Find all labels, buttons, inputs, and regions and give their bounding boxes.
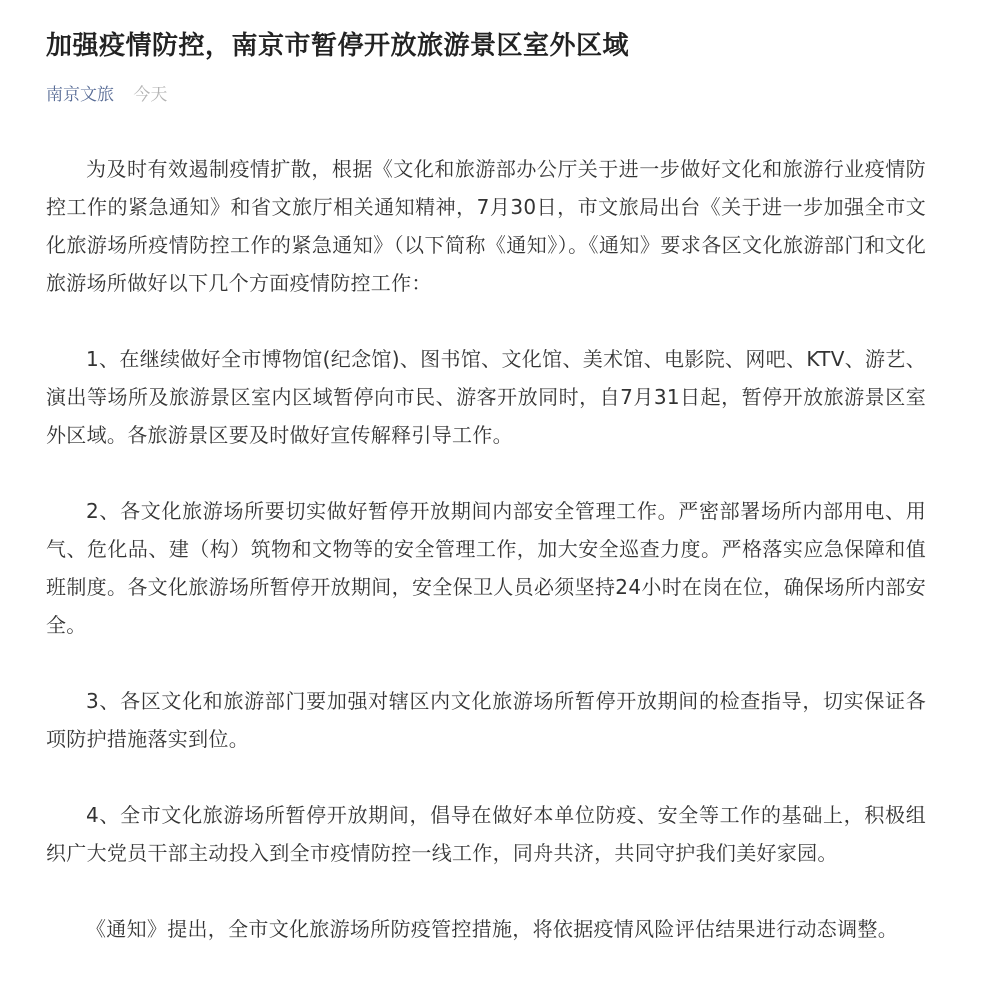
body-paragraph: 3、各区文化和旅游部门要加强对辖区内文化旅游场所暂停开放期间的检查指导，切实保证各项防护措施落实到位。 — [46, 689, 926, 751]
author-link[interactable]: 南京文旅 — [46, 85, 114, 105]
publish-date: 今天 — [133, 85, 168, 105]
article-title: 加强疫情防控，南京市暂停开放旅游景区室外区域 — [46, 31, 630, 61]
body-paragraph: 为及时有效遏制疫情扩散，根据《文化和旅游部办公厅关于进一步做好文化和旅游行业疫情防控工作的紧急通知》和省文旅厅相关通知精神，7月30日，市文旅局出台《关于进一步加强全市文化旅游场所疫情防控工作的紧急通知》（以下简称《通知》）。《通知》要求各区文化旅游部门和文化旅游场所做好以下几个方面疫情防控工作： — [46, 157, 926, 295]
body-paragraph: 《通知》提出，全市文化旅游场所防疫管控措施，将依据疫情风险评估结果进行动态调整。 — [86, 917, 898, 941]
body-paragraph: 1、在继续做好全市博物馆(纪念馆)、图书馆、文化馆、美术馆、电影院、网吧、KTV、游艺、演出等场所及旅游景区室内区域暂停向市民、游客开放同时，自7月31日起，暂停开放旅游景区室外区域。各旅游景区要及时做好宣传解释引导工作。 — [46, 347, 926, 447]
article-body — [46, 150, 926, 948]
body-paragraph: 4、全市文化旅游场所暂停开放期间，倡导在做好本单位防疫、安全等工作的基础上，积极组织广大党员干部主动投入到全市疫情防控一线工作，同舟共济，共同守护我们美好家园。 — [46, 803, 926, 865]
article-meta — [46, 82, 926, 108]
body-paragraph: 2、各文化旅游场所要切实做好暂停开放期间内部安全管理工作。严密部署场所内部用电、用气、危化品、建（构）筑物和文物等的安全管理工作，加大安全巡查力度。严格落实应急保障和值班制度。各文化旅游场所暂停开放期间，安全保卫人员必须坚持24小时在岗在位，确保场所内部安全。 — [46, 499, 926, 637]
